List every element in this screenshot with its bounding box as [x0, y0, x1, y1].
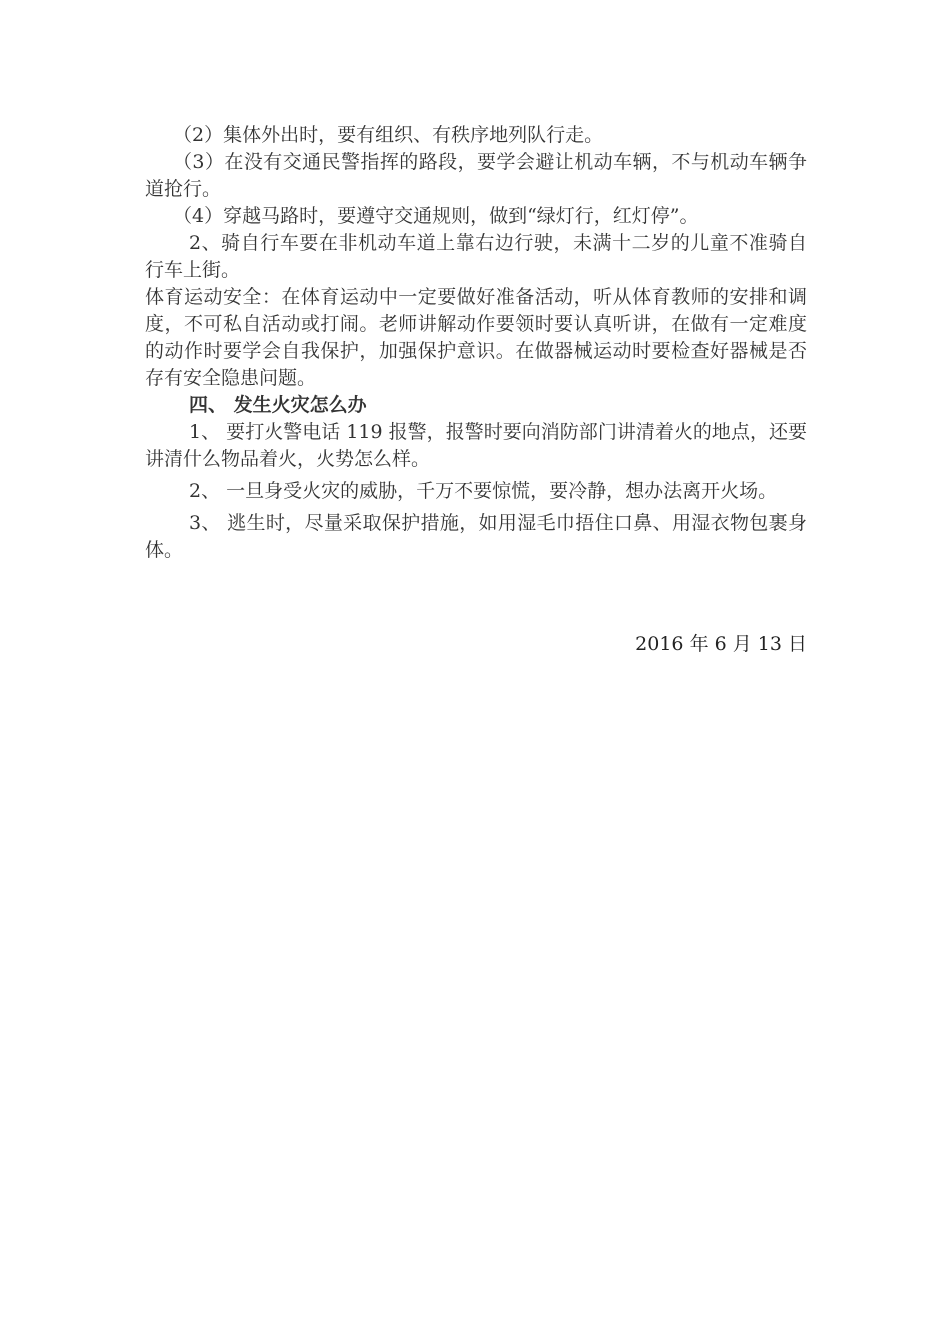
paragraph-sports-safety: 体育运动安全：在体育运动中一定要做好准备活动，听从体育教师的安排和调度，不可私自活动或打闹。老师讲解动作要领时要认真听讲，在做有一定难度的动作时要学会自我保护，加强保护意识。在做器械运动时要检查好器械是否存有安全隐患问题。: [145, 286, 807, 389]
fire-item-call-119: 1、 要打火警电话 119 报警，报警时要向消防部门讲清着火的地点，还要讲清什么物品着火，火势怎么样。: [145, 421, 807, 470]
paragraph-crossing-road: （4）穿越马路时，要遵守交通规则，做到“绿灯行，红灯停”。: [173, 205, 699, 227]
fire-item-stay-calm: 2、 一旦身受火灾的威胁，千万不要惊慌，要冷静，想办法离开火场。: [189, 480, 778, 502]
document-date: 2016 年 6 月 13 日: [635, 633, 807, 655]
document-body: [145, 122, 807, 564]
paragraph-bicycle: 2、骑自行车要在非机动车道上靠右边行驶，未满十二岁的儿童不准骑自行车上街。: [145, 232, 807, 281]
fire-item-escape: 3、 逃生时，尽量采取保护措施，如用湿毛巾捂住口鼻、用湿衣物包裹身体。: [145, 512, 807, 561]
paragraph-no-traffic-police: （3）在没有交通民警指挥的路段，要学会避让机动车辆，不与机动车辆争道抢行。: [145, 151, 807, 200]
paragraph-group-outing: （2）集体外出时，要有组织、有秩序地列队行走。: [173, 124, 604, 146]
section-heading-fire: 四、 发生火灾怎么办: [189, 394, 367, 416]
